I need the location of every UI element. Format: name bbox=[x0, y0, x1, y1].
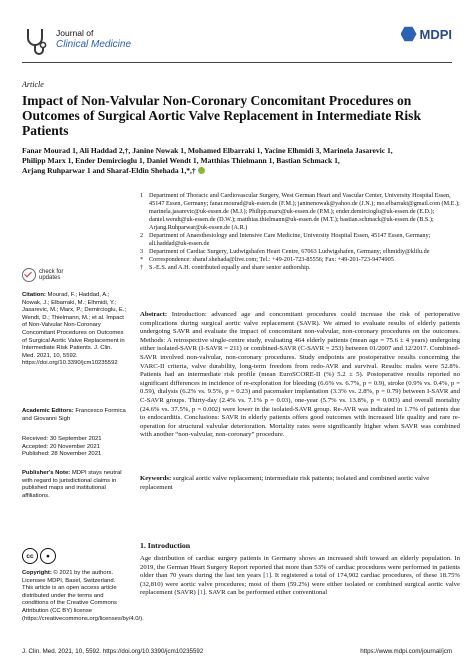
accepted-date: Accepted: 20 November 2021 bbox=[22, 443, 100, 450]
page-footer bbox=[22, 648, 452, 655]
equal-contribution-note: † S.-E.S. and A.H. contributed equally and share senior authorship. bbox=[140, 264, 311, 271]
abstract bbox=[140, 311, 460, 440]
check-for-updates-badge[interactable] bbox=[22, 268, 71, 282]
reference-link[interactable]: 1 bbox=[265, 572, 269, 580]
author-list bbox=[22, 146, 452, 176]
affiliations bbox=[140, 192, 460, 272]
journal-prefix: Journal of bbox=[56, 28, 94, 38]
by-icon: ● bbox=[40, 548, 56, 564]
correspondence: * Correspondence: sharaf.shehada@live.com; Tel.: +49-201-723-85556; Fax: +49-201-723-9474905 bbox=[140, 256, 394, 263]
received-date: Received: 30 September 2021 bbox=[22, 436, 102, 442]
authors-line-2: Philipp Marx 1, Ender Demircioglu 1, Daniel Wendt 1, Matthias Thielmann 1, Bastian Schmack 1, bbox=[22, 156, 340, 165]
authors-line-3: Arjang Ruhparwar 1 and Sharaf-Eldin Shehada 1,*,† bbox=[22, 166, 196, 175]
header-divider bbox=[22, 62, 452, 63]
journal-header bbox=[22, 22, 452, 62]
footer-url[interactable]: https://www.mdpi.com/journal/jcm bbox=[360, 648, 452, 655]
article-title: Impact of Non-Valvular Non-Coronary Concomitant Procedures on Outcomes of Surgical Aortic Valve Replacement in Intermediate Risk Patients bbox=[22, 93, 421, 138]
copyright-block bbox=[22, 570, 144, 623]
introduction-text: Age distribution of cardiac surgery patients in Germany shows an increased shift toward an elderly population. In 2019, the German Heart Surgery Report reported that more than 53% of cardiac procedures were performed in patients older than 70 years during the last ten years [1]. It registered a total of 174,902 cardiac procedures, of these 18.75% (32,810) were aortic valve procedures; most of them (59.2%) were either isolated or combined surgical aortic valve replacement (SAVR) [1]. SAVR can be performed either conventional bbox=[140, 555, 460, 597]
reference-link[interactable]: 1 bbox=[199, 589, 204, 597]
keywords-text: surgical aortic valve replacement; intermediate risk patients; isolated and combined aortic valve replacement bbox=[140, 475, 430, 491]
citation-label: Citation: bbox=[22, 292, 46, 298]
keywords-label: Keywords: bbox=[140, 475, 172, 482]
mdpi-hexagon-icon bbox=[401, 26, 417, 42]
check-updates-icon bbox=[22, 268, 36, 282]
affiliation: 3 Department of Cardiac Surgery, Ludwigshafen Heart Centre, 67063 Ludwigshafen, Germany; elhmidiy@klilu.de bbox=[140, 248, 430, 255]
orcid-icon[interactable] bbox=[198, 167, 205, 174]
dates-block bbox=[22, 436, 126, 459]
affiliation: 2 Department of Anaesthesiology and Intensive Care Medicine, University Hospital Essen, 45147 Essen, Germany; ali.haddad@uk-essen.de bbox=[140, 232, 431, 247]
keywords bbox=[140, 475, 460, 492]
publisher-logo[interactable] bbox=[401, 26, 453, 42]
copyright-label: Copyright: bbox=[22, 570, 52, 576]
published-date: Published: 28 November 2021 bbox=[22, 451, 102, 458]
footer-citation[interactable]: J. Clin. Med. 2021, 10, 5592. https://doi.org/10.3390/jcm10235592 bbox=[22, 648, 204, 655]
publisher-note-block bbox=[22, 470, 126, 500]
citation-text: Mourad, F.; Haddad, A.; Nowak, J.; Elbarraki, M.; Elhmidi, Y.; Jasarevic, M.; Marx, P.; Demircioglu, E.; Wendt, D.; Thielmann, M.; et al. Impact of Non-Valvular Non-Coronary Concomitant Procedures on Outcomes of Surgical Aortic Valve Replacement in Intermediate Risk Patients. J. Clin. Med. 2021, 10, 5592. https://doi.org/10.3390/jcm10235592 bbox=[22, 292, 126, 367]
article-type: Article bbox=[22, 80, 44, 89]
editors-block bbox=[22, 408, 126, 423]
authors-line-1: Fanar Mourad 1, Ali Haddad 2,†, Janine Nowak 1, Mohamed Elbarraki 1, Yacine Elhmidi 3, Marinela Jasarevic 1, bbox=[22, 146, 393, 155]
abstract-text: Introduction: advanced age and concomitant procedures could increase the risk of perioperative complications during surgical aortic valve replacement (SAVR). We aimed to evaluate results of elderly patients undergoing SAVR and evaluate the impact of concomitant non-valvular, non-coronary procedures on the outcomes. Methods: A retrospective single-centre study, evaluating 464 elderly patients (mean age = 75.6 ± 4 years) undergoing either isolated-SAVR (I-SAVR = 211) or combined-SAVR (C-SAVR = 253) between 01/2007 and 12/2017. Combined-SAVR involved non-valvular, non-coronary procedures. Study endpoints are postoperative results concerning the VARC-II criteria, valve durability, long-term freedom from redo-AVR and survival. Results: males were 52.8%. Patients had an intermediate risk profile (mean EuroSCORE-II (%) 5.2 ± 5). Postoperative results reported no significant differences in incidence of re-exploration for bleeding (6.6% vs. 6.7%, p = 0.9), stroke (0.9% vs. 0.4%, p = 0.59), dialysis (6.2% vs. 9.5%, p = 0.23) and pacemaker implantation (3.3% vs. 2.8%, p = 0.79) between I-SAVR and C-SAVR groups. Thirty-day (2.4% vs. 7.1% p = 0.03), one-year (5.7% vs. 13.8%, p = 0.003) and overall mortality (24.6% vs. 37.5%, p = 0.002) were lower in the isolated-SAVR group. Re-AVR was indicated in 1.7% of patients due to endocarditis. Conclusions: SAVR in elderly patients offers good outcomes with increased life quality and rare re-operation for structural valvular deterioration. Mortality rates were significantly higher when SAVR was combined with another “non-valvular, non-coronary” procedure. bbox=[140, 311, 460, 439]
publisher-name: MDPI bbox=[419, 26, 452, 42]
publisher-note-text: MDPI stays neutral with regard to jurisdictional claims in published maps and institutional affiliations. bbox=[22, 470, 122, 499]
stethoscope-icon bbox=[22, 26, 48, 56]
journal-title: Clinical Medicine bbox=[56, 39, 132, 50]
publisher-note-label: Publisher's Note: bbox=[22, 470, 71, 476]
editors-text: Francesco Formica and Giovanni Sigh bbox=[22, 408, 126, 422]
copyright-text: © 2021 by the authors. Licensee MDPI, Basel, Switzerland. This article is an open access article distributed under the terms and conditions of the Creative Commons Attribution (CC BY) license (https://creativecommons.org/licenses/by/4.0/). bbox=[22, 570, 144, 622]
cc-license-badge[interactable] bbox=[22, 548, 56, 564]
abstract-label: Abstract: bbox=[140, 311, 168, 318]
check-updates-label: check for updates bbox=[39, 268, 64, 281]
section-heading: 1. Introduction bbox=[140, 541, 191, 550]
affiliation: 1 Department of Thoracic and Cardiovascular Surgery, West German Heart and Vascular Center, University Hospital Essen, 45147 Essen, Germany; fanar.mourad@uk-essen.de (F.M.); janinenowak@yahoo.de (J.N.); mo.elbarraki@gmail.com (M.E.); marinela.jasarevic@uk-essen.de (M.J.); Philipp.marx@uk-essen.de (P.M.); ender.demircioglu@uk-essen.de (E.D.); daniel.wendt@uk-essen.de (D.W.); matthias.thielmann@uk-essen.de (M.T.); bastian.schmack@uk-essen.de (B.S.); Arjang.Ruhparwar@uk-essen.de (A.R.) bbox=[140, 192, 460, 231]
journal-name[interactable] bbox=[56, 28, 131, 50]
cc-icon: cc bbox=[22, 548, 38, 564]
editors-label: Academic Editors: bbox=[22, 408, 74, 414]
citation-block bbox=[22, 292, 126, 368]
